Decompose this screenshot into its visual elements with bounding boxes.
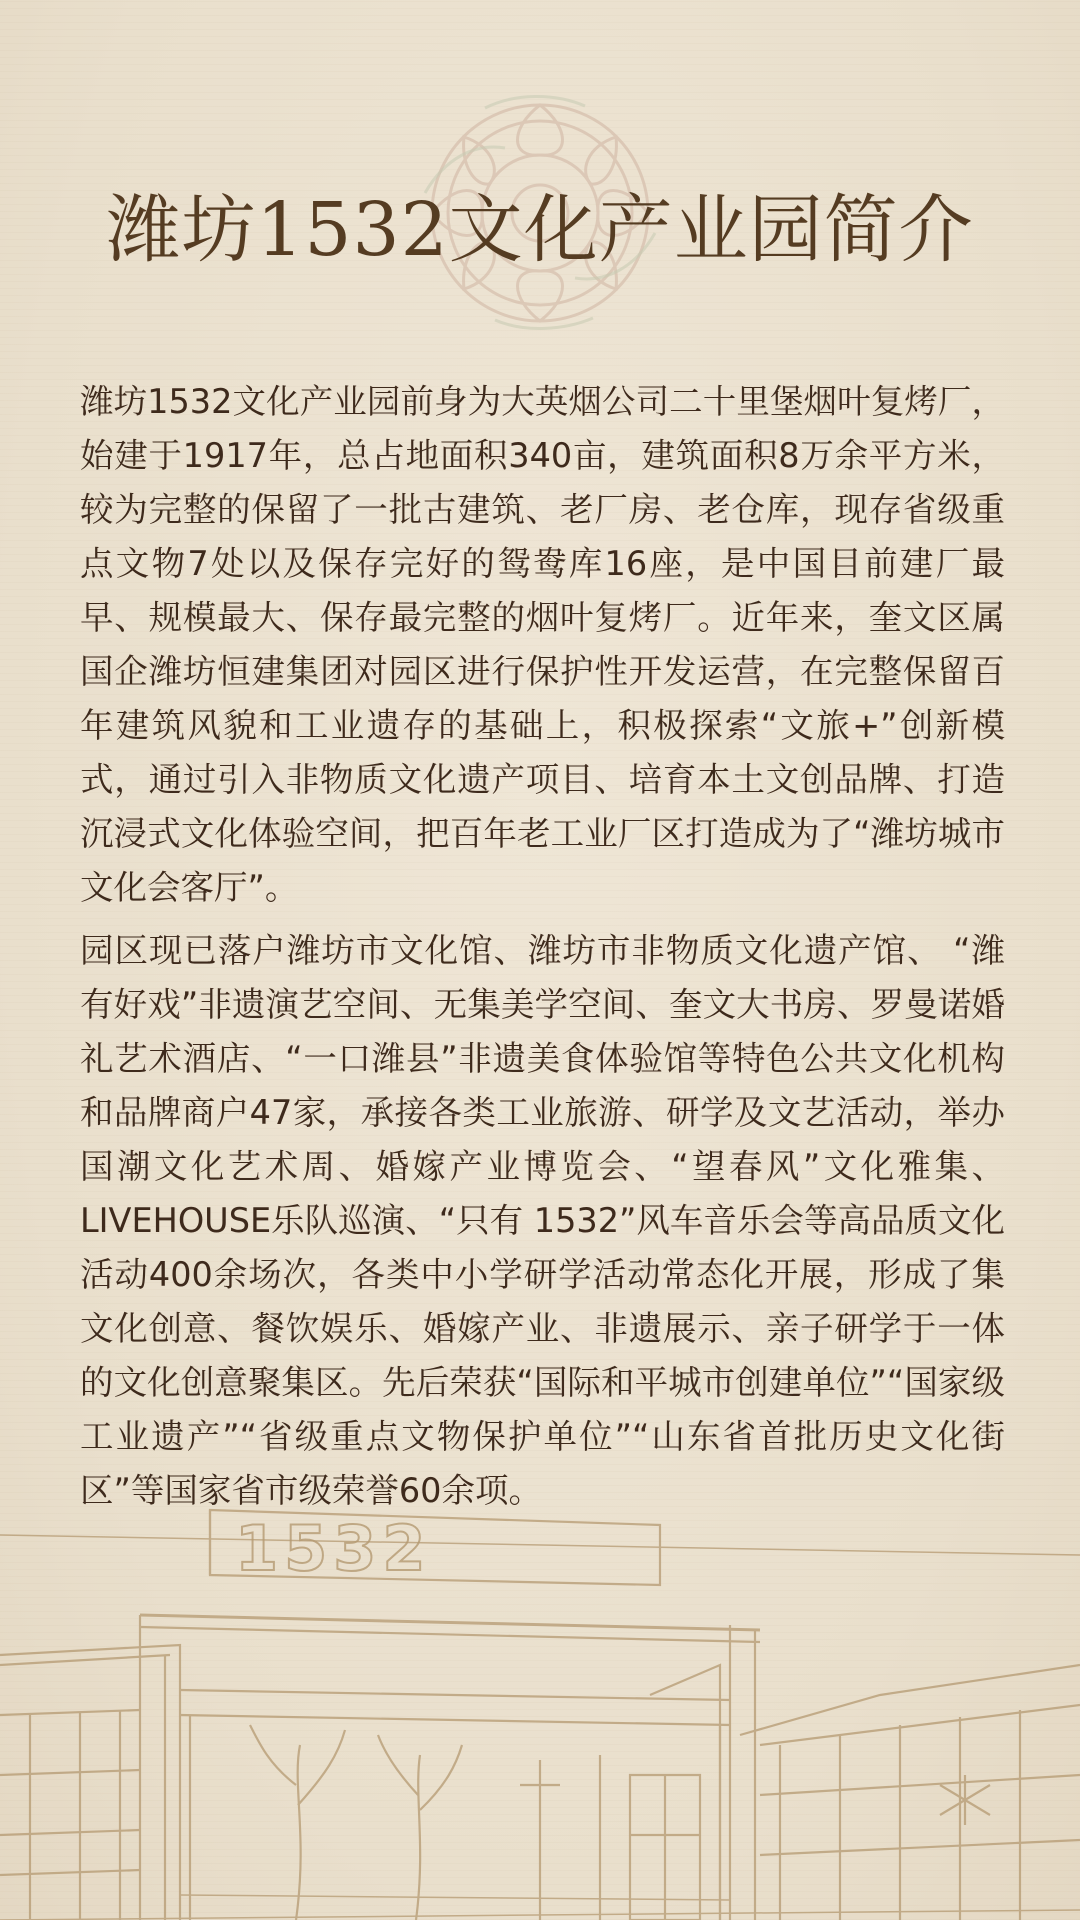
- intro-paragraph: 潍坊1532文化产业园前身为大英烟公司二十里堡烟叶复烤厂，始建于1917年，总占地面积340亩，建筑面积8万余平方米，较为完整的保留了一批古建筑、老厂房、老仓库，现存省级重点文物7处以及保存完好的鸳鸯库16座，是中国目前建厂最早、规模最大、保存最完整的烟叶复烤厂。近年来，奎文区属国企潍坊恒建集团对园区进行保护性开发运营，在完整保留百年建筑风貌和工业遗存的基础上，积极探索“文旅+”创新模式，通过引入非物质文化遗产项目、培育本土文创品牌、打造沉浸式文化体验空间，把百年老工业厂区打造成为了“潍坊城市文化会客厅”。: [80, 382, 1005, 907]
- page-title: 潍坊1532文化产业园简介: [106, 187, 974, 273]
- facilities-paragraph: 园区现已落户潍坊市文化馆、潍坊市非物质文化遗产馆、 “潍有好戏”非遗演艺空间、无集美学空间、奎文大书房、罗曼诺婚礼艺术酒店、“一口潍县”非遗美食体验馆等特色公共文化机构和品牌商户47家，承接各类工业旅游、研学及文艺活动，举办国潮文化艺术周、婚嫁产业博览会、“望春风”文化雅集、LIVEHOUSE乐队巡演、“只有 1532”风车音乐会等高品质文化活动400余场次，各类中小学研学活动常态化开展，形成了集文化创意、餐饮娱乐、婚嫁产业、非遗展示、亲子研学于一体的文化创意聚集区。先后荣获“国际和平城市创建单位”“国家级工业遗产”“省级重点文物保护单位”“山东省首批历史文化街区”等国家省市级荣誉60余项。: [80, 931, 1005, 1510]
- factory-gate-sketch: [0, 1455, 1080, 1920]
- sketch-sign-number: 1532: [235, 1512, 432, 1585]
